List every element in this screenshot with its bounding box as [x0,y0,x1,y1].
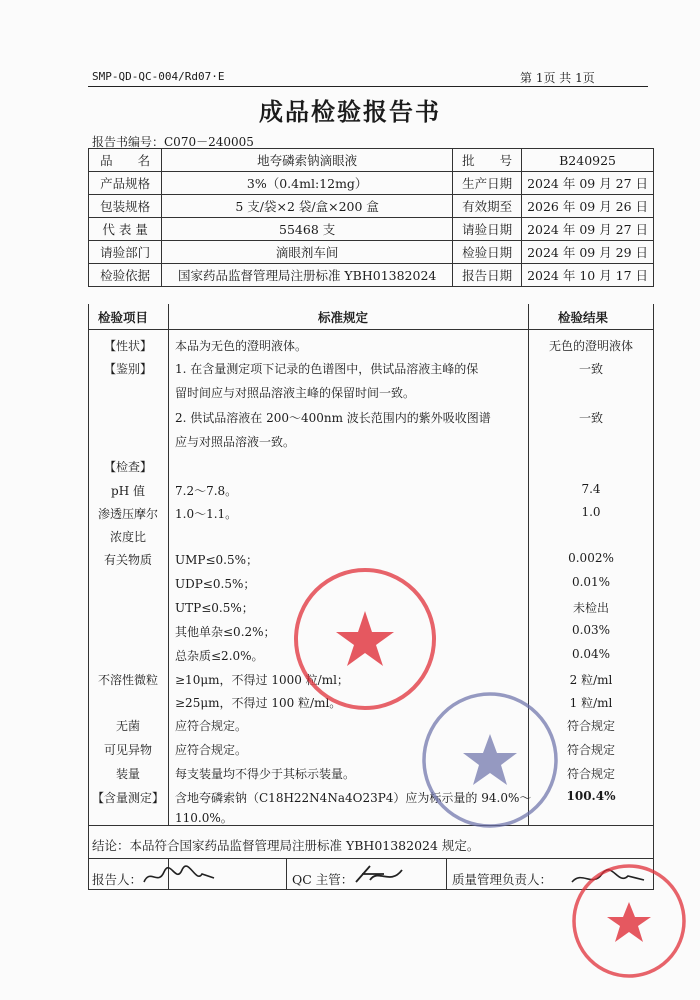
test-item: pH 值 [111,484,145,498]
test-result: 符合规定 [566,719,615,733]
info-label: 包装规格 [89,195,162,218]
test-result: 一致 [578,411,603,425]
info-row [89,172,654,195]
test-standard: UMP≤0.5%； [175,553,259,567]
column-header-standard: 标准规定 [318,310,369,325]
test-item: 不溶性微粒 [97,673,158,687]
test-standard: 总杂质≤2.0%。 [175,649,264,663]
inspection-seal-red [292,566,438,712]
test-standard: 110.0%。 [175,811,233,825]
info-value: 2026 年 09 月 26 日 [522,195,654,218]
test-item: 装量 [115,767,140,781]
info-label: 生产日期 [453,172,522,195]
qa-manager-label: 质量管理负责人： [452,872,553,887]
report-number: 报告书编号：C070－240005 [92,135,254,149]
test-standard: 1.0～1.1。 [175,507,238,521]
info-value: 2024 年 10 月 17 日 [522,264,654,287]
conclusion-divider [88,858,654,859]
column-divider [168,304,169,826]
info-label: 请验部门 [89,241,162,264]
test-item: 无菌 [115,719,140,733]
info-value: 国家药品监督管理局注册标准 YBH01382024 [162,264,453,287]
test-standard: 每支装量均不得少于其标示装量。 [175,767,356,781]
test-standard: 应与对照品溶液一致。 [175,435,296,449]
test-standard: 1. 在含量测定项下记录的色谱图中，供试品溶液主峰的保 [175,362,479,376]
page-indicator: 第 1页 共 1页 [520,71,595,85]
test-result: 2 粒/ml [569,673,613,687]
test-standard: UDP≤0.5%； [175,577,256,591]
test-result: 符合规定 [566,743,615,757]
info-label: 批 号 [453,149,522,172]
info-value: 5 支/袋×2 袋/盒×200 盒 [162,195,453,218]
info-label: 产品规格 [89,172,162,195]
info-row [89,264,654,287]
test-result: 一致 [578,362,603,376]
column-header-item: 检验项目 [98,310,149,325]
info-value: 滴眼剂车间 [162,241,453,264]
test-item: 有关物质 [103,553,152,567]
qc-signature [350,860,410,890]
test-standard: 应符合规定。 [175,743,248,757]
info-value: 2024 年 09 月 27 日 [522,218,654,241]
report-title: 成品检验报告书 [259,97,441,126]
test-item: 【检查】 [103,460,152,474]
column-header-result: 检验结果 [558,310,609,325]
test-item: 【含量测定】 [91,791,164,805]
test-item: 浓度比 [109,530,146,544]
info-value: B240925 [522,149,654,172]
inspection-seal-blue [420,690,560,830]
quality-management-seal [570,862,688,980]
test-standard: ≥25μm，不得过 100 粒/ml。 [175,696,342,710]
signature-divider [446,858,447,890]
test-result: 符合规定 [566,767,615,781]
info-label: 有效期至 [453,195,522,218]
info-row [89,149,654,172]
conclusion-text: 结论：本品符合国家药品监督管理局注册标准 YBH01382024 规定。 [92,838,480,853]
test-result: 未检出 [572,601,609,615]
test-standard: 含地夸磷索钠（C18H22N4Na4O23P4）应为标示量的 94.0%～ [175,791,532,805]
test-result: 0.01% [571,575,611,589]
test-result: 0.04% [571,647,611,661]
info-value: 2024 年 09 月 27 日 [522,172,654,195]
test-result: 0.002% [568,551,614,565]
reporter-signature [140,862,220,890]
document-code: SMP-QD-QC-004/Rd07·E [92,70,225,83]
test-result: 7.4 [581,482,601,496]
test-standard: 留时间应与对照品溶液主峰的保留时间一致。 [175,386,416,400]
info-label: 请验日期 [453,218,522,241]
test-item: 渗透压摩尔 [97,507,158,521]
test-result: 无色的澄明液体 [548,339,633,353]
test-item: 可见异物 [103,743,152,757]
test-item: 【鉴别】 [103,362,152,376]
test-standard: UTP≤0.5%； [175,601,254,615]
info-value: 3%（0.4ml:12mg） [162,172,453,195]
info-label: 检验日期 [453,241,522,264]
info-label: 检验依据 [89,264,162,287]
test-result: 0.03% [571,623,611,637]
signature-divider [286,858,287,890]
test-standard: 应符合规定。 [175,719,248,733]
info-table [88,148,654,287]
info-label: 品 名 [89,149,162,172]
info-value: 地夸磷索钠滴眼液 [162,149,453,172]
test-standard: ≥10μm，不得过 1000 粒/ml； [175,673,349,687]
info-value: 55468 支 [162,218,453,241]
info-row [89,241,654,264]
reporter-label: 报告人： [92,872,143,887]
header-divider [88,86,648,87]
test-result: 100.4% [566,789,616,803]
info-label: 报告日期 [453,264,522,287]
test-result: 1 粒/ml [569,696,613,710]
qc-supervisor-label: QC 主管： [292,872,354,887]
test-standard: 本品为无色的澄明液体。 [175,339,308,353]
info-row [89,218,654,241]
test-standard: 2. 供试品溶液在 200～400nm 波长范围内的紫外吸收图谱 [175,411,491,425]
test-standard: 其他单杂≤0.2%； [175,625,276,639]
test-standard: 7.2～7.8。 [175,484,238,498]
info-value: 2024 年 09 月 29 日 [522,241,654,264]
test-result: 1.0 [581,505,601,519]
info-label: 代 表 量 [89,218,162,241]
test-item: 【性状】 [103,339,152,353]
column-header-divider [88,329,654,330]
info-row [89,195,654,218]
